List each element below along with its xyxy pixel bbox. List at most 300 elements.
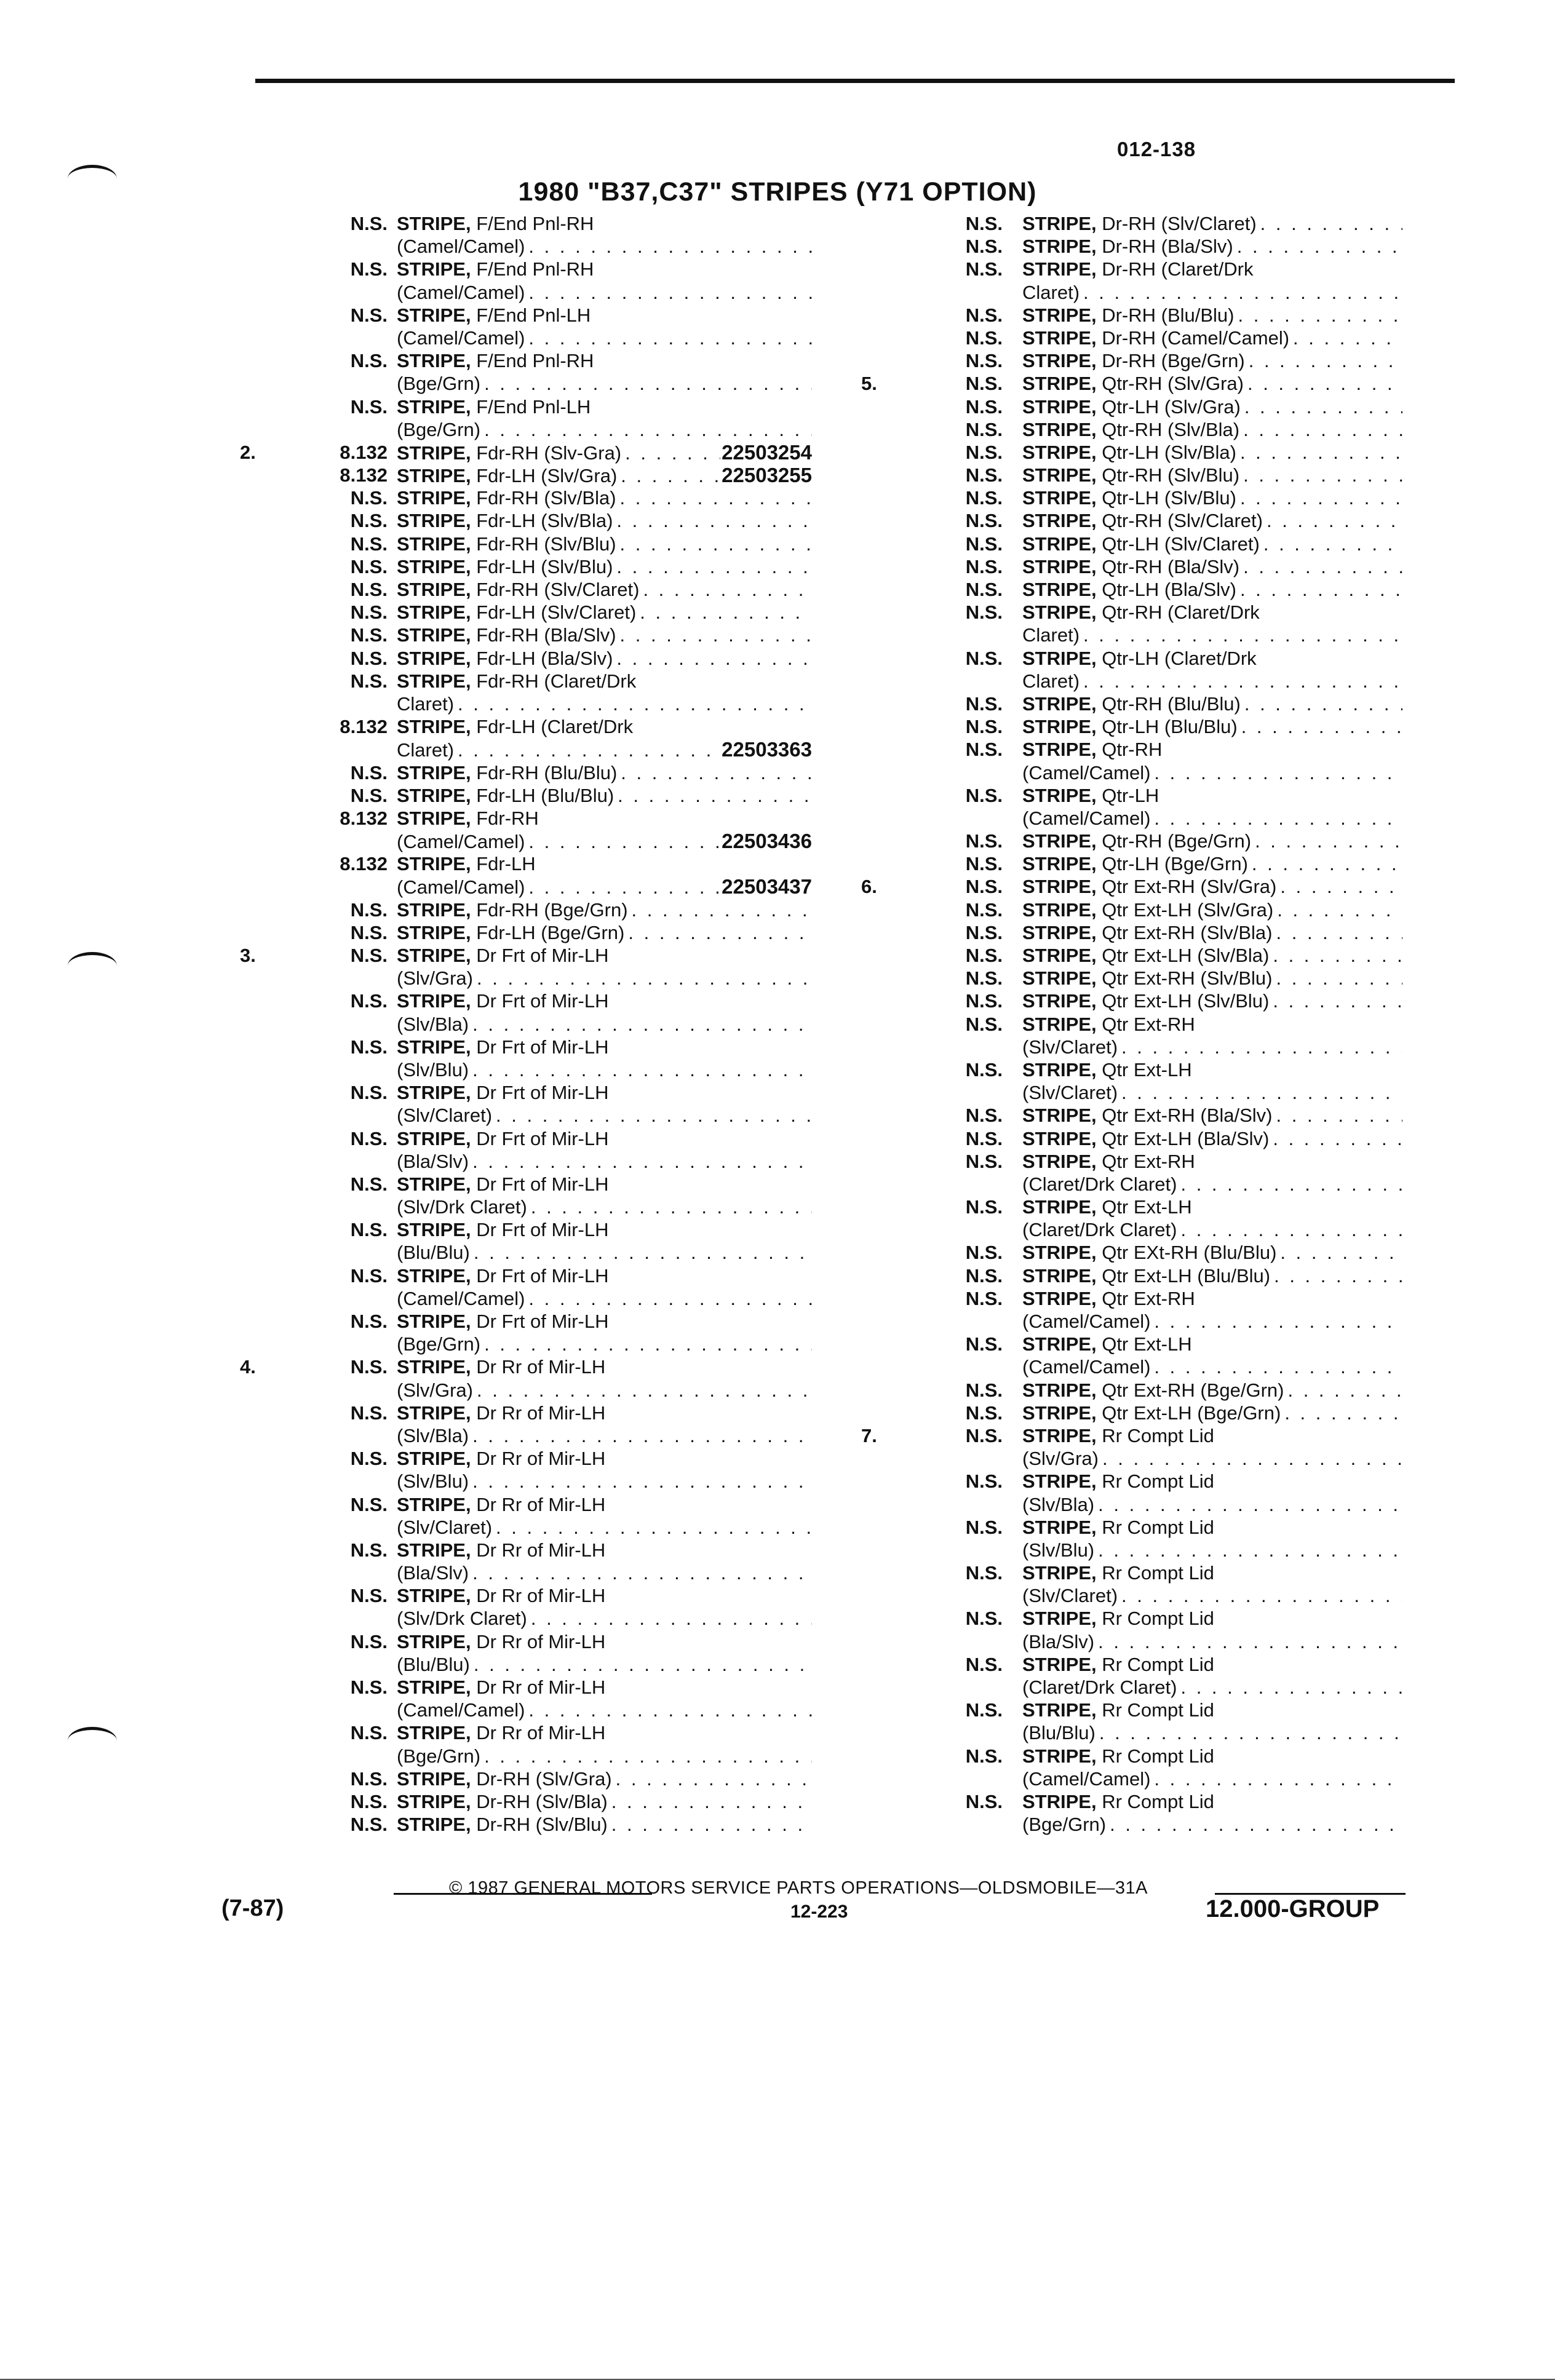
description-wrap [1022,1379,1402,1402]
parts-entry [861,1653,1402,1699]
entry-line [240,533,849,555]
description-wrap [1022,1699,1402,1721]
part-description: STRIPE, Fdr-LH (Slv/Claret) [397,601,637,624]
dot-leader [628,898,812,921]
stripe-keyword: STRIPE, [397,395,471,418]
description-wrap [1022,1218,1402,1241]
description-wrap [397,1699,812,1721]
dot-leader [1276,875,1402,898]
part-description: STRIPE, Qtr-LH (Bla/Slv) [1022,579,1236,600]
part-description: STRIPE, Fdr-RH (Bge/Grn) [397,898,628,921]
stripe-keyword: STRIPE, [1022,1058,1097,1081]
dot-leader [616,624,812,646]
dot-leader [480,1745,812,1767]
binder-hole-mark [68,1727,117,1755]
part-description: (Camel/Camel) [397,876,525,898]
stripe-keyword: STRIPE, [397,1630,471,1652]
dot-leader [1269,944,1402,967]
entry-line [861,1493,1402,1516]
description-wrap [1022,1287,1402,1310]
entry-line [861,898,1402,921]
part-description: STRIPE, Fdr-LH [397,853,536,875]
quantity-code: N.S. [965,1105,1003,1127]
part-description: STRIPE, Fdr-RH (Claret/Drk [397,670,637,692]
description-wrap [397,1218,812,1241]
description-wrap [1022,1104,1402,1127]
part-description: (Blu/Blu) [397,1653,470,1675]
dot-leader [617,464,720,487]
stripe-keyword: STRIPE, [397,921,471,943]
entry-line [861,212,1402,235]
entry-line [861,1379,1402,1402]
quantity-code: N.S. [965,1790,1003,1812]
quantity-code: N.S. [965,510,1003,532]
dot-leader [1094,1493,1402,1516]
description-wrap [1022,807,1402,830]
stripe-keyword: STRIPE, [1022,1105,1097,1127]
part-description: STRIPE, Qtr Ext-RH [1022,1013,1195,1035]
part-description: STRIPE, Fdr-LH (Claret/Drk [397,716,634,738]
description-wrap [397,258,812,280]
entry-line [861,967,1402,990]
part-description: STRIPE, Qtr-RH [1022,739,1163,761]
quantity-code: N.S. [350,898,388,921]
dot-leader [1150,761,1402,784]
description-wrap [1022,830,1402,852]
entry-line [861,418,1402,441]
stripe-keyword: STRIPE, [1022,1424,1097,1446]
stripe-keyword: STRIPE, [1022,1379,1097,1401]
dot-leader [1239,418,1402,441]
quantity-code: N.S. [350,1539,388,1561]
part-description: STRIPE, Qtr-RH (Slv/Claret) [1022,510,1263,532]
parts-entry [861,1607,1402,1652]
stripe-keyword: STRIPE, [1022,327,1097,349]
quantity-code: N.S. [350,1790,388,1812]
part-description: (Slv/Claret) [397,1105,493,1127]
part-description: STRIPE, Qtr Ext-RH (Slv/Blu) [1022,967,1273,990]
description-wrap [1022,533,1402,555]
description-wrap [1022,304,1402,327]
stripe-keyword: STRIPE, [397,1264,471,1287]
entry-line [240,1150,849,1173]
quantity-code: N.S. [350,1814,388,1836]
quantity-code: N.S. [350,258,388,280]
part-description: STRIPE, Fdr-RH (Slv/Claret) [397,579,640,600]
parts-entry [240,852,849,898]
stripe-keyword: STRIPE, [1022,258,1097,280]
description-wrap [397,372,812,395]
entry-line [240,990,849,1012]
quantity-code: N.S. [965,1470,1003,1493]
parts-entry [240,1127,849,1173]
entry-line [861,807,1402,830]
dot-leader [469,1058,812,1081]
description-wrap [1022,1333,1402,1355]
entry-line [861,1402,1402,1424]
catalog-page-ref: 12-223 [790,1902,848,1922]
stripe-keyword: STRIPE, [397,350,471,372]
parts-entry [861,875,1402,898]
parts-entry [861,533,1402,555]
dot-leader [1239,555,1402,578]
stripe-keyword: STRIPE, [1022,304,1097,326]
quantity-code: N.S. [965,1608,1003,1630]
description-wrap [1022,441,1402,464]
entry-line [240,1539,849,1561]
entry-line [861,784,1402,807]
stripe-keyword: STRIPE, [1022,1699,1097,1721]
part-description: STRIPE, Dr Rr of Mir-LH [397,1585,606,1607]
description-wrap [397,1150,812,1173]
part-description: STRIPE, Qtr Ext-RH (Bge/Grn) [1022,1379,1284,1401]
parts-entry [240,990,849,1035]
entry-line [240,738,849,761]
dot-leader [1080,670,1402,692]
entry-line [240,1767,849,1790]
parts-entry [861,372,1402,395]
quantity-code: N.S. [965,1127,1003,1149]
entry-line [240,1379,849,1402]
stripe-keyword: STRIPE, [1022,784,1097,806]
description-wrap [397,1516,812,1539]
quantity-code: N.S. [965,1379,1003,1401]
entry-line [861,601,1402,624]
quantity-code: 8.132 [340,853,388,875]
part-description: STRIPE, Dr Frt of Mir-LH [397,1264,609,1287]
part-number: 22503437 [722,875,812,898]
entry-line [861,670,1402,692]
description-wrap [397,601,812,624]
entry-line [240,235,849,258]
dot-leader [1118,1584,1402,1607]
parts-entry [861,921,1402,944]
illustration-ref: 2. [240,441,256,463]
description-wrap [1022,1150,1402,1173]
part-description: Claret) [1022,670,1080,692]
quantity-code: N.S. [965,967,1003,990]
part-description: (Slv/Blu) [397,1470,469,1493]
part-description: STRIPE, Qtr-RH (Slv/Bla) [1022,418,1240,440]
part-description: STRIPE, Qtr-LH (Slv/Blu) [1022,487,1236,509]
part-description: (Slv/Claret) [1022,1082,1118,1104]
parts-entry [861,1424,1402,1470]
description-wrap [397,1721,812,1744]
parts-entry [240,921,849,944]
description-wrap [397,1355,812,1378]
dot-leader [621,442,720,464]
stripe-keyword: STRIPE, [397,1722,471,1744]
stripe-keyword: STRIPE, [1022,213,1097,234]
parts-entry [240,1721,849,1767]
parts-entry [240,670,849,715]
stripe-keyword: STRIPE, [397,555,471,577]
quantity-code: N.S. [965,716,1003,738]
part-description: (Bge/Grn) [1022,1814,1107,1836]
dot-leader [639,578,812,601]
part-description: STRIPE, Dr Rr of Mir-LH [397,1676,606,1698]
parts-column-right [861,212,1402,1836]
entry-line [240,1081,849,1104]
description-wrap [397,327,812,349]
stripe-keyword: STRIPE, [1022,692,1097,715]
quantity-code: N.S. [965,441,1003,463]
entry-line [861,533,1402,555]
part-number: 22503255 [722,464,812,487]
stripe-keyword: STRIPE, [1022,395,1097,418]
parts-entry [240,533,849,555]
stripe-keyword: STRIPE, [397,1585,471,1607]
parts-entry [861,692,1402,715]
quantity-code: N.S. [965,373,1003,395]
dot-leader [525,1699,812,1721]
entry-line [861,486,1402,509]
parts-entry [861,1196,1402,1241]
part-description: (Slv/Gra) [397,967,473,990]
quantity-code: N.S. [965,464,1003,486]
quantity-code: N.S. [965,692,1003,715]
part-description: STRIPE, Rr Compt Lid [1022,1516,1214,1538]
entry-line [861,715,1402,738]
dot-leader [1177,1173,1402,1196]
entry-line [240,715,849,738]
entry-line [240,327,849,349]
entry-line [861,235,1402,258]
dot-leader [1273,1104,1403,1127]
part-description: STRIPE, Qtr-LH (Blu/Blu) [1022,716,1238,738]
entry-line [861,1333,1402,1355]
stripe-keyword: STRIPE, [1022,1264,1097,1287]
part-description: STRIPE, Dr-RH (Slv/Gra) [397,1767,612,1790]
dot-leader [617,761,812,784]
dot-leader [470,1653,812,1676]
stripe-keyword: STRIPE, [1022,830,1097,852]
entry-line [861,349,1402,372]
dot-leader [1289,327,1402,349]
dot-leader [1106,1813,1402,1836]
part-description: STRIPE, Qtr-LH (Bge/Grn) [1022,853,1248,875]
parts-entry [861,1013,1402,1058]
part-description: STRIPE, Qtr Ext-LH [1022,1196,1192,1218]
description-wrap [1022,1127,1402,1150]
parts-entry [240,1447,849,1493]
description-wrap [397,1630,812,1653]
parts-entry [861,1790,1402,1836]
stripe-keyword: STRIPE, [1022,1402,1097,1424]
dot-leader [473,1379,812,1402]
entry-line [240,967,849,990]
part-description: (Blu/Blu) [397,1242,470,1264]
description-wrap [1022,852,1402,875]
dot-leader [624,921,812,944]
entry-line [240,830,849,852]
quantity-code: N.S. [350,1173,388,1195]
illustration-ref: 5. [861,373,877,395]
description-wrap [397,555,812,578]
dot-leader [454,739,720,761]
dot-leader [613,647,812,670]
parts-entry [240,1584,849,1630]
parts-entry [240,784,849,807]
part-description: STRIPE, Qtr-LH [1022,784,1159,806]
description-wrap [1022,1058,1402,1081]
parts-entry [240,1402,849,1447]
description-wrap [1022,1013,1402,1036]
entry-line [861,1745,1402,1767]
parts-entry [861,212,1402,235]
part-description: STRIPE, Dr Frt of Mir-LH [397,990,609,1012]
parts-entry [240,761,849,784]
description-wrap [397,624,812,646]
entry-line [240,944,849,967]
quantity-code: N.S. [965,395,1003,418]
dot-leader [1235,304,1403,327]
dot-leader [1177,1218,1402,1241]
dot-leader [492,1516,812,1539]
quantity-code: N.S. [965,1424,1003,1446]
entry-line [861,852,1402,875]
stripe-keyword: STRIPE, [397,533,471,555]
quantity-code: N.S. [965,739,1003,761]
parts-entry [861,441,1402,464]
description-wrap [397,990,812,1012]
parts-entry [240,395,849,441]
parts-entry [240,601,849,624]
description-wrap [1022,235,1402,258]
description-wrap [397,875,812,898]
stripe-keyword: STRIPE, [1022,510,1097,532]
dot-leader [1236,441,1402,464]
entry-line [240,1264,849,1287]
description-wrap [397,647,812,670]
stripe-keyword: STRIPE, [397,1539,471,1561]
part-description: STRIPE, Dr-RH (Blu/Blu) [1022,304,1235,326]
part-description: (Slv/Blu) [1022,1539,1095,1561]
description-wrap [1022,1173,1402,1196]
stripe-keyword: STRIPE, [397,1219,471,1241]
part-description: (Bla/Slv) [397,1562,469,1584]
entry-line [240,1287,849,1310]
description-wrap [397,1241,812,1264]
stripe-keyword: STRIPE, [1022,579,1097,600]
stripe-keyword: STRIPE, [1022,487,1097,509]
quantity-code: N.S. [965,647,1003,669]
stripe-keyword: STRIPE, [1022,1470,1097,1493]
dot-leader [612,1767,812,1790]
quantity-code: N.S. [350,1402,388,1424]
entry-line [861,1721,1402,1744]
part-description: STRIPE, Fdr-LH (Slv/Blu) [397,555,613,577]
quantity-code: N.S. [350,579,388,600]
entry-line [861,1516,1402,1539]
quantity-code: N.S. [350,1264,388,1287]
dot-leader [1150,807,1402,830]
entry-line [861,509,1402,532]
part-description: STRIPE, Qtr Ext-RH (Slv/Bla) [1022,921,1273,943]
quantity-code: N.S. [350,1356,388,1378]
part-description: (Slv/Bla) [1022,1493,1095,1515]
description-wrap [397,1173,812,1196]
description-wrap [397,1379,812,1402]
description-wrap [397,1676,812,1699]
entry-line [240,1104,849,1127]
parts-entry [861,1516,1402,1561]
parts-entry [861,327,1402,349]
stripe-keyword: STRIPE, [397,1448,471,1470]
entry-line [240,486,849,509]
description-wrap [1022,372,1402,395]
parts-entry [861,1379,1402,1402]
entry-line [240,1127,849,1150]
binder-hole-mark [68,952,117,980]
stripe-keyword: STRIPE, [397,442,471,464]
part-description: STRIPE, Dr Frt of Mir-LH [397,1219,609,1241]
parts-entry [240,1676,849,1721]
entry-line [240,1470,849,1493]
dot-leader [616,533,812,555]
stripe-keyword: STRIPE, [397,487,471,509]
dot-leader [1150,1767,1402,1790]
quantity-code: N.S. [965,784,1003,806]
entry-line [861,1424,1402,1447]
part-description: (Camel/Camel) [397,236,525,258]
quantity-code: N.S. [965,579,1003,600]
part-description: STRIPE, Dr Rr of Mir-LH [397,1356,606,1378]
description-wrap [397,1607,812,1630]
entry-line [861,738,1402,761]
entry-line [240,1493,849,1516]
quantity-code: N.S. [350,1585,388,1607]
part-description: STRIPE, Fdr-LH (Bla/Slv) [397,647,613,669]
quantity-code: N.S. [965,921,1003,943]
dot-leader [1241,395,1402,418]
parts-entry [861,1699,1402,1744]
parts-entry [240,1310,849,1355]
entry-line [240,1173,849,1196]
entry-line [861,464,1402,486]
description-wrap [1022,761,1402,784]
description-wrap [397,441,812,464]
dot-leader [527,1196,812,1218]
part-description: (Bge/Grn) [397,418,481,440]
quantity-code: 8.132 [340,716,388,738]
description-wrap [1022,1745,1402,1767]
parts-entry [240,464,849,486]
dot-leader [1150,1310,1402,1333]
entry-line [861,578,1402,601]
part-description: STRIPE, Fdr-LH (Blu/Blu) [397,784,614,806]
description-wrap [1022,395,1402,418]
quantity-code: N.S. [965,1516,1003,1538]
description-wrap [1022,1402,1402,1424]
description-wrap [1022,898,1402,921]
description-wrap [1022,1493,1402,1516]
dot-leader [527,1607,812,1630]
part-description: STRIPE, Dr Rr of Mir-LH [397,1402,606,1424]
entry-line [240,1584,849,1607]
stripe-keyword: STRIPE, [1022,464,1097,486]
parts-entry [861,1127,1402,1150]
entry-line [240,1790,849,1813]
stripe-keyword: STRIPE, [1022,921,1097,943]
description-wrap [397,1036,812,1058]
part-description: (Slv/Gra) [397,1379,473,1401]
part-description: STRIPE, Dr-RH (Bla/Slv) [1022,236,1233,258]
entry-line [861,1447,1402,1470]
parts-entry [861,990,1402,1012]
quantity-code: 8.132 [340,807,388,829]
stripe-keyword: STRIPE, [397,1127,471,1149]
